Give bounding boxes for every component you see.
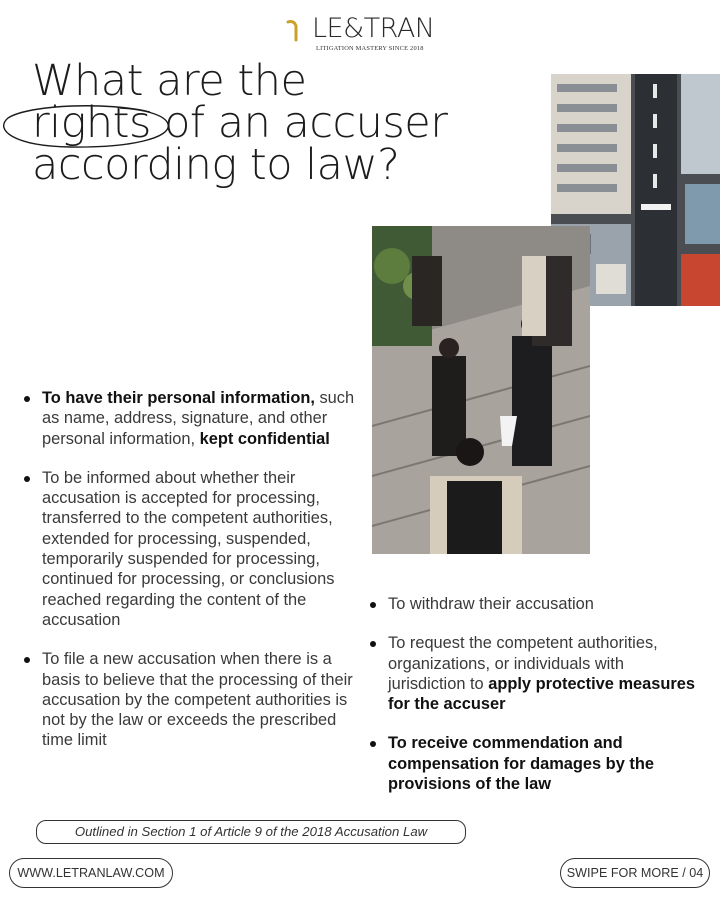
item2-text: To be informed about whether their accusation is accepted for processing, transferred to the competent authorities, extended for processing, suspended, temporarily suspended for processing, continued for processing, or conclusions reached regarding the content of the accusation	[42, 468, 335, 629]
right-item3-bold: To receive commendation and compensation for damages by the provisions of the law	[388, 734, 654, 794]
right-item1-text: To withdraw their accusation	[388, 595, 594, 613]
brand-logo	[286, 12, 436, 56]
list-item	[20, 388, 360, 449]
right-item2-text: To request the competent authorities, organizations, or individuals with jurisdiction to	[388, 634, 658, 693]
title-line-2-rest: of an accuser	[150, 98, 448, 148]
list-item	[20, 649, 360, 750]
right-item2-bold: apply protective measures for the accuser	[388, 674, 696, 714]
item1-bold-end: kept confidential	[199, 429, 330, 448]
source-note: Outlined in Section 1 of Article 9 of the 2018 Accusation Law	[36, 820, 466, 844]
list-item	[366, 594, 696, 614]
list-item	[366, 733, 696, 794]
title-circled-word: rights	[32, 98, 151, 148]
website-link[interactable]: WWW.LETRANLAW.COM	[9, 858, 173, 888]
circled-word	[32, 98, 151, 148]
swipe-indicator[interactable]: SWIPE FOR MORE / 04	[560, 858, 710, 888]
item1-text: such as name, address, signature, and other personal information,	[42, 389, 355, 448]
street-photo	[372, 226, 590, 554]
item3-text: To file a new accusation when there is a basis to believe that the processing of their accusation by the competent authorities is not by the law or exceeds the prescribed time limit	[42, 650, 353, 750]
rights-list-right	[366, 594, 696, 813]
title-line-3: according to law?	[32, 140, 400, 190]
logo-mark-icon	[286, 16, 308, 42]
title-line-1: What are the	[32, 56, 307, 106]
brand-tagline: LITIGATION MASTERY SINCE 2018	[316, 45, 424, 52]
title-line-2	[32, 98, 448, 148]
item1-bold-start: To have their personal information,	[42, 389, 315, 407]
page-title	[32, 56, 448, 190]
rights-list-left	[20, 388, 360, 770]
brand-name: LE&TRAN	[312, 13, 435, 44]
list-item	[20, 468, 360, 630]
list-item	[366, 633, 696, 714]
